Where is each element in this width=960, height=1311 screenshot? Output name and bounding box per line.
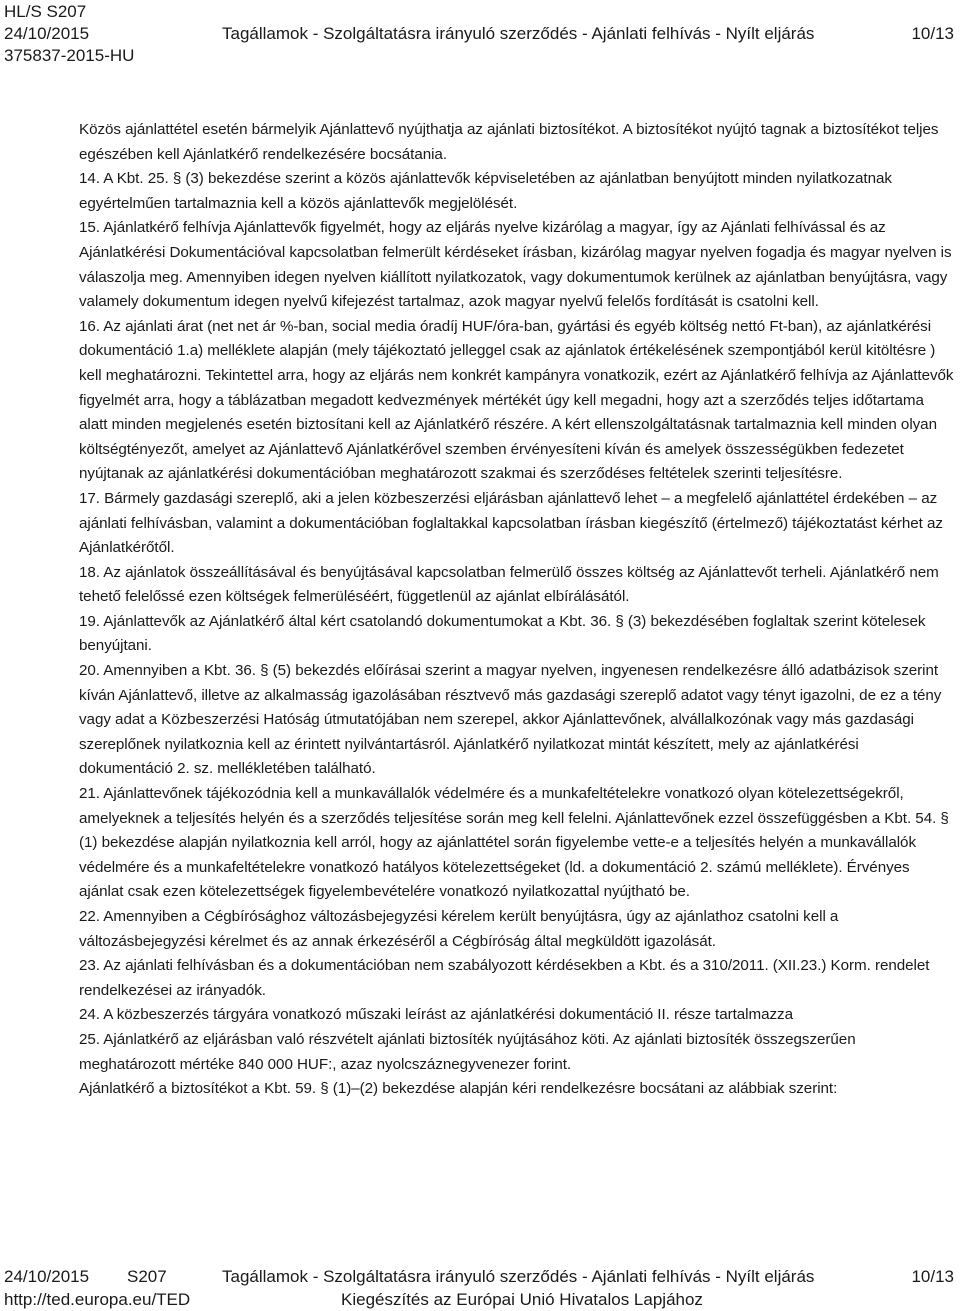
header-page-number: 10/13: [911, 24, 954, 43]
header-date: 24/10/2015: [4, 24, 90, 43]
page-footer: [0, 1265, 960, 1311]
footer-series: S207: [127, 1267, 167, 1286]
paragraph: Ajánlatkérő a biztosítékot a Kbt. 59. § (1)–(2) bekezdése alapján kéri rendelkezésre bocsátani az alábbiak szerint:: [79, 1080, 838, 1098]
footer-title: Tagállamok - Szolgáltatásra irányuló szerződés - Ajánlati felhívás - Nyílt eljárás: [222, 1267, 815, 1286]
footer-url-link[interactable]: http://ted.europa.eu/TED: [4, 1290, 191, 1309]
paragraph: 24. A közbeszerzés tárgyára vonatkozó műszaki leírást az ajánlatkérési dokumentáció II. része tartalmazza: [79, 1006, 793, 1024]
paragraph: Közös ajánlattétel esetén bármelyik Ajánlattevő nyújthatja az ajánlati biztosítékot. A biztosítékot nyújtó tagnak a biztosítékot teljes egészében kell Ajánlatkérő rendelkezésére bocsátania.: [79, 121, 939, 163]
header-doc-code: HL/S S207: [4, 2, 87, 21]
footer-page-number: 10/13: [911, 1267, 954, 1286]
paragraph: 14. A Kbt. 25. § (3) bekezdése szerint a közös ajánlattevők képviseletében az ajánlatban benyújtott minden nyilatkozatnak egyértelműen tartalmaznia kell a közös ajánlattevők megjelölését.: [79, 170, 892, 212]
footer-publisher: Kiegészítés az Európai Unió Hivatalos Lapjához: [341, 1290, 703, 1309]
paragraph: 20. Amennyiben a Kbt. 36. § (5) bekezdés előírásai szerint a magyar nyelven, ingyenesen rendelkezésre álló adatbázisok szerint kíván Ajánlattevő, illetve az alkalmasság igazolásában résztvevő más gazdasági szereplő adatot vagy tényt igazolni, de ez a tény vagy adat a Közbeszerzési Hatóság útmutatójában nem szerepel, akkor Ajánlattevőnek, alvállalkozónak vagy más gazdasági szereplőnek nyilatkoznia kell az érintett nyilvántartásról. Ajánlatkérő nyilatkozat mintát készített, mely az ajánlatkérési dokumentáció 2. sz. mellékletében található.: [79, 662, 942, 778]
document-body: [79, 118, 955, 1102]
paragraph: 17. Bármely gazdasági szereplő, aki a jelen közbeszerzési eljárásban ajánlattevő lehet – a megfelelő ajánlattétel érdekében – az ajánlati felhívásban, valamint a dokumentációban foglaltakkal kapcsolatban írásban kiegészítő (értelmező) tájékoztatást kérhet az Ajánlatkérőtől.: [79, 489, 943, 557]
paragraph: 18. Az ajánlatok összeállításával és benyújtásával kapcsolatban felmerülő összes költség az Ajánlattevőt terheli. Ajánlatkérő nem tehető felelőssé ezen költségek felmerüléséért, függetlenül az ajánlat elbírálásától.: [79, 563, 939, 606]
header-notice-id: 375837-2015-HU: [4, 46, 135, 65]
page-header: [0, 0, 960, 70]
paragraph: 23. Az ajánlati felhívásban és a dokumentációban nem szabályozott kérdésekben a Kbt. és a 310/2011. (XII.23.) Korm. rendelet rendelkezései az irányadók.: [79, 957, 930, 999]
paragraph: 15. Ajánlatkérő felhívja Ajánlattevők figyelmét, hogy az eljárás nyelve kizárólag a magyar, így az Ajánlati felhívással és az Ajánlatkérési Dokumentációval kapcsolatban felmerült kérdéseket írásban, kizárólag magyar nyelven fogadja és magyar nyelven is válaszolja meg. Amennyiben idegen nyelven kiállított nyilatkozatok, vagy dokumentumok kerülnek az ajánlatban benyújtásra, vagy valamely dokumentum idegen nyelvű kifejezést tartalmaz, azok magyar nyelvű felelős fordítását is csatolni kell.: [79, 219, 952, 311]
paragraph: 25. Ajánlatkérő az eljárásban való részvételt ajánlati biztosíték nyújtásához köti. Az ajánlati biztosíték összegszerűen meghatározott mértéke 840 000 HUF:, azaz nyolcszáznegyvenezer forint.: [79, 1030, 856, 1073]
paragraph: 21. Ajánlattevőnek tájékozódnia kell a munkavállalók védelmére és a munkafeltételekre vonatkozó olyan kötelezettségekről, amelyeknek a teljesítés helyén és a szerződés teljesítése során meg kell felelni. Ajánlattevőnek ezzel összefüggésben a Kbt. 54. § (1) bekezdése alapján nyilatkoznia kell arról, hogy az ajánlattétel során figyelembe vette-e a teljesítés helyén a munkavállalók védelmére és a munkafeltételekre vonatkozó hatályos kötelezettségeket (ld. a dokumentáció 2. számú melléklete). Érvényes ajánlat csak ezen kötelezettségek figyelembevételére vonatkozó nyilatkozattal nyújtható be.: [79, 785, 949, 901]
header-title: Tagállamok - Szolgáltatásra irányuló szerződés - Ajánlati felhívás - Nyílt eljárás: [222, 24, 815, 43]
paragraph: 22. Amennyiben a Cégbírósághoz változásbejegyzési kérelem került benyújtásra, úgy az ajánlathoz csatolni kell a változásbejegyzési kérelmet és az annak érkezéséről a Cégbíróság által megküldött igazolását.: [79, 908, 839, 950]
paragraph: 16. Az ajánlati árat (net net ár %-ban, social media óradíj HUF/óra-ban, gyártási és egyéb költség nettó Ft-ban), az ajánlatkérési dokumentáció 1.a) melléklete alapján (mely tájékoztató jelleggel csak az ajánlatok értékelésének szempontjából kerül kitöltésre ) kell meghatározni. Tekintettel arra, hogy az eljárás nem konkrét kampányra vonatkozik, ezért az Ajánlatkérő felhívja az Ajánlattevők figyelmét arra, hogy a táblázatban megadott kedvezmények mértékét úgy kell megadni, hogy azt a szerződés teljes időtartama alatt minden megjelenés esetén biztosítani kell az Ajánlatkérő részére. A kért ellenszolgáltatásnak tartalmaznia kell minden olyan költségtényezőt, amelyet az Ajánlattevő Ajánlatkérővel szemben érvényesíteni kíván és amelyek összességükben fedezetet nyújtanak az ajánlatkérési dokumentációban meghatározott szakmai és szerződéses feltételek szerinti teljesítésre.: [79, 317, 954, 483]
footer-date: 24/10/2015: [4, 1267, 90, 1286]
paragraph: 19. Ajánlattevők az Ajánlatkérő által kért csatolandó dokumentumokat a Kbt. 36. § (3) bekezdésében foglaltak szerint kötelesek benyújtani.: [79, 612, 926, 655]
